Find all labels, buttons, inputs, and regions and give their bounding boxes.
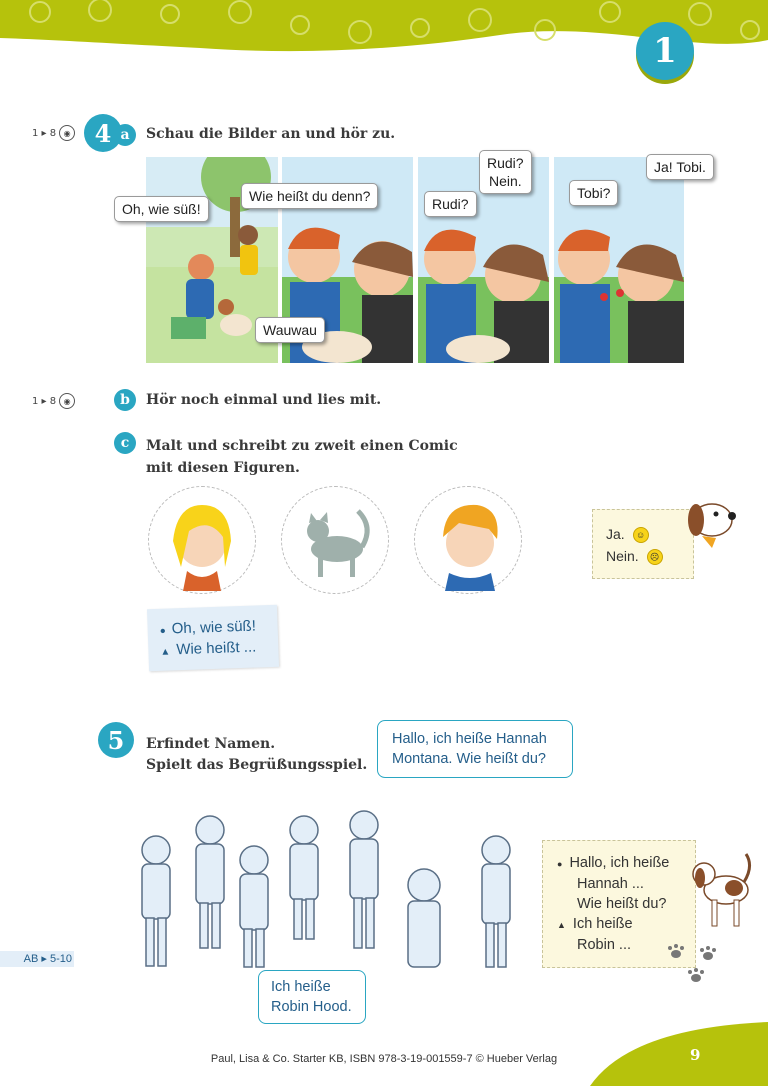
- ab-reference: [0, 951, 74, 967]
- ab-reference-text: AB ▸ 5-10: [23, 953, 72, 965]
- note-row-1: [557, 853, 669, 955]
- paw-prints-icon: [664, 942, 724, 988]
- audio-reference-4b: [32, 393, 75, 409]
- note-line-5: Robin ...: [577, 937, 631, 953]
- page-number: 9: [690, 1046, 701, 1064]
- bullet-dot-icon: ●: [557, 859, 563, 869]
- ja-nein-note: [592, 509, 694, 579]
- nein-row: [606, 548, 663, 565]
- part-b-letter: b: [120, 392, 130, 408]
- dog-head-icon: [682, 492, 740, 554]
- audio-track-label-b: 1 ▸ 8: [32, 395, 57, 407]
- exercise-5-instruction: [146, 734, 367, 776]
- note-line-4: Ich heiße: [572, 916, 633, 932]
- bubble-ich-heisse-robin-hood: [258, 970, 366, 1024]
- bubble-rudi: Rudi?: [424, 191, 477, 217]
- part-c-letter: c: [120, 435, 130, 451]
- exercise-4c-instruction: [146, 435, 458, 479]
- exercise-5-number: [98, 722, 134, 758]
- bubble-oh-wie-suess: Oh, wie süß!: [114, 196, 209, 222]
- bubble-robin-line1: Ich heiße: [271, 979, 331, 995]
- bullet-triangle-icon: ▲: [160, 646, 171, 658]
- footer-corner-shape: [590, 1018, 768, 1086]
- bullet-triangle-icon: ▲: [557, 920, 566, 930]
- audio-track-label: 1 ▸ 8: [32, 127, 57, 139]
- audio-icon: ◉: [59, 125, 75, 141]
- phrase-line-2: [160, 639, 256, 659]
- exercise-4c-instruction-line2: mit diesen Figuren.: [146, 460, 300, 476]
- ja-row: [606, 526, 649, 543]
- character-boy-circle: [414, 486, 522, 594]
- bubble-rudi-nein-line2: Nein.: [488, 173, 522, 189]
- bubble-rudi-nein-line1: Rudi?: [487, 155, 524, 171]
- bubble-hallo-hannah-line1: Hallo, ich heiße Hannah: [392, 731, 547, 747]
- exercise-4-number-text: 4: [94, 118, 112, 148]
- part-a-letter: a: [120, 127, 130, 143]
- exercise-4a-instruction: Schau die Bilder an und hör zu.: [146, 126, 396, 142]
- part-b-badge: [114, 389, 136, 411]
- bubble-hallo-hannah: [377, 720, 573, 778]
- ja-text: Ja.: [606, 526, 625, 542]
- phrase-card: [147, 605, 279, 671]
- phrase-line-2-text: Wie heißt ...: [175, 638, 257, 659]
- phrase-line-1: [159, 618, 256, 638]
- note-line-1: Hallo, ich heiße: [569, 855, 670, 871]
- bubble-wie-heisst-du-denn: Wie heißt du denn?: [241, 183, 378, 209]
- smiley-happy-icon: ☺: [633, 527, 649, 543]
- dog-icon: [690, 848, 754, 930]
- exercise-5-instruction-line2: Spielt das Begrüßungsspiel.: [146, 757, 368, 773]
- bubble-ja-tobi: Ja! Tobi.: [646, 154, 714, 180]
- character-cat-circle: [281, 486, 389, 594]
- smiley-sad-icon: ☹: [647, 549, 663, 565]
- bubble-wauwau: Wauwau: [255, 317, 325, 343]
- audio-icon: ◉: [59, 393, 75, 409]
- nein-text: Nein.: [606, 548, 639, 564]
- audio-reference-4a: [32, 125, 75, 141]
- bubble-hallo-hannah-line2: Montana. Wie heißt du?: [392, 751, 546, 767]
- exercise-5-instruction-line1: Erfindet Namen.: [146, 736, 276, 752]
- kids-group-illustration: [134, 800, 524, 970]
- footer-citation: Paul, Lisa & Co. Starter KB, ISBN 978-3-19-001559-7 © Hueber Verlag: [210, 1053, 558, 1065]
- exercise-4b-instruction: Hör noch einmal und lies mit.: [146, 392, 382, 408]
- note-line-2: Hannah ...: [577, 876, 644, 892]
- chapter-number-badge: [636, 22, 694, 80]
- bubble-tobi: Tobi?: [569, 180, 618, 206]
- exercise-5-number-text: 5: [107, 725, 125, 755]
- bubble-rudi-nein: [479, 150, 532, 194]
- bubble-robin-line2: Robin Hood.: [271, 999, 352, 1015]
- part-c-badge: [114, 432, 136, 454]
- phrase-line-1-text: Oh, wie süß!: [171, 617, 257, 638]
- bullet-dot-icon: ●: [159, 625, 166, 637]
- note-line-3: Wie heißt du?: [577, 896, 667, 912]
- character-girl-circle: [148, 486, 256, 594]
- part-a-badge: [114, 124, 136, 146]
- chapter-number: 1: [653, 31, 677, 71]
- exercise-4c-instruction-line1: Malt und schreibt zu zweit einen Comic: [146, 438, 458, 454]
